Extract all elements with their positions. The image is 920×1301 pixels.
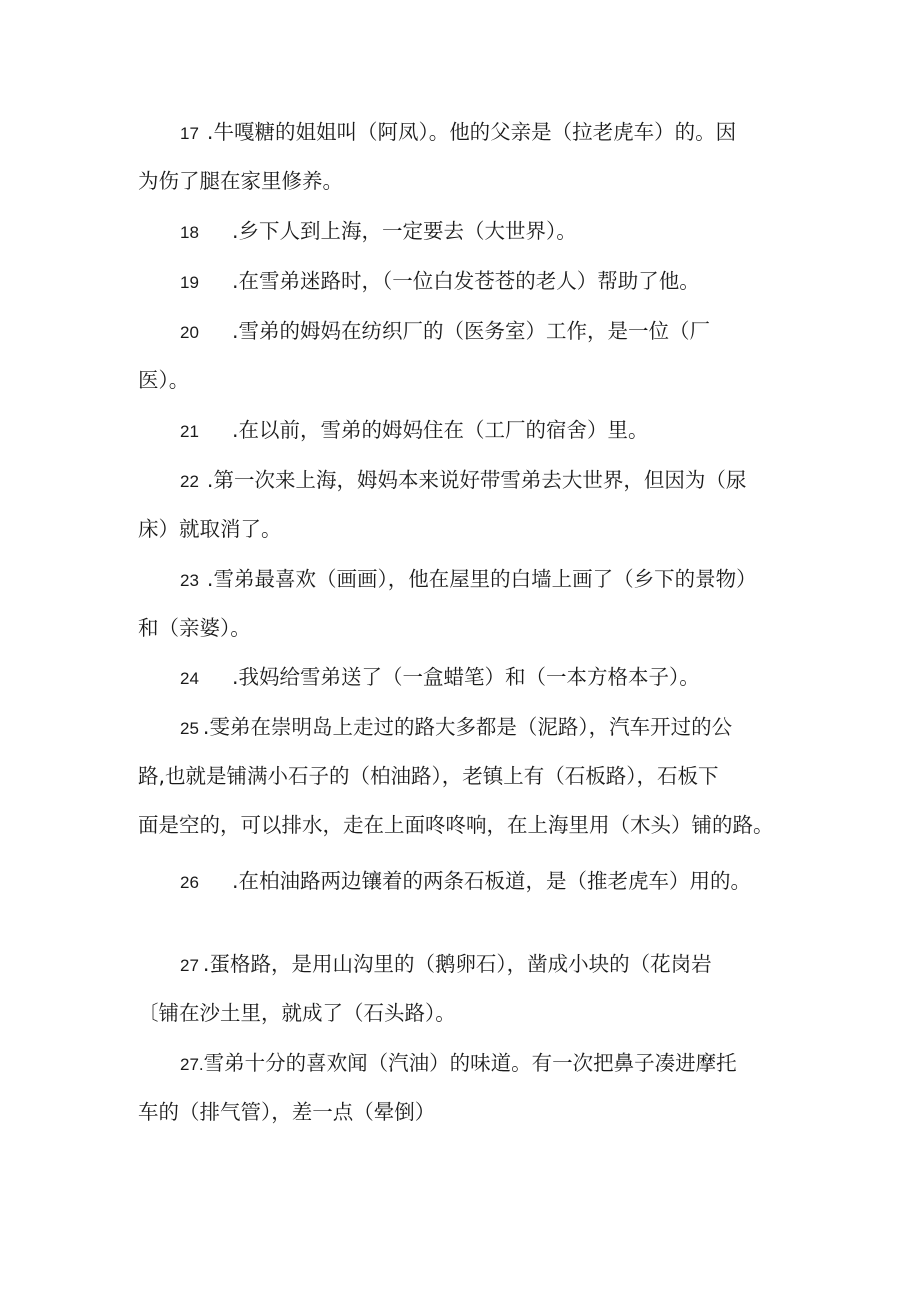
item-text: .在以前，雪弟的姆妈住在（工厂的宿舍）里。 <box>232 418 649 442</box>
list-item <box>138 653 788 702</box>
item-text: 〔铺在沙土里，就成了（石头路）。 <box>138 1001 456 1025</box>
item-number: 21 <box>180 422 199 441</box>
item-number: 20 <box>180 323 199 342</box>
item-text: .在雪弟迷路时，（一位白发苍苍的老人）帮助了他。 <box>232 269 700 293</box>
list-item <box>138 555 788 653</box>
item-text: .第一次来上海，姆妈本来说好带雪弟去大世界，但因为（尿 <box>206 468 747 492</box>
item-text: .雯弟在崇明岛上走过的路大多都是（泥路），汽车开过的公 <box>202 715 733 739</box>
list-item <box>138 940 788 1038</box>
item-number: 23 <box>180 571 199 590</box>
list-item <box>138 857 788 906</box>
item-text: 为伤了腿在家里修养。 <box>138 169 343 193</box>
item-number: 17 <box>180 124 199 143</box>
item-number: 22 <box>180 472 199 491</box>
list-item <box>138 703 788 850</box>
item-text: .蛋格路，是用山沟里的（鹅卵石），凿成小块的（花岗岩 <box>202 952 712 976</box>
list-item <box>138 108 788 206</box>
item-text: 面是空的，可以排水，走在上面咚咚响，在上海里用（木头）铺的路。 <box>138 813 774 837</box>
item-number: 25 <box>180 719 199 738</box>
item-text: .雪弟的姆妈在纺织厂的（医务室）工作，是一位（厂 <box>232 319 711 343</box>
item-text: 床）就取消了。 <box>138 517 282 541</box>
item-text: .我妈给雪弟送了（一盒蜡笔）和（一本方格本子）。 <box>232 665 700 689</box>
item-number: 27 <box>180 956 199 975</box>
item-number: 27. <box>180 1055 204 1074</box>
item-number: 19 <box>180 273 199 292</box>
item-text: .雪弟最喜欢（画画），他在屋里的白墙上画了（乡下的景物） <box>206 567 757 591</box>
item-text: 路,也就是铺满小石子的（柏油路），老镇上有（石板路），石板下 <box>138 764 719 788</box>
list-item <box>138 456 788 554</box>
item-text: 车的（排气管），差一点（晕倒） <box>138 1100 436 1124</box>
list-item <box>138 207 788 256</box>
item-text: .乡下人到上海，一定要去（大世界）。 <box>232 219 577 243</box>
list-item <box>138 406 788 455</box>
item-number: 24 <box>180 669 199 688</box>
item-text: .牛嘎糖的姐姐叫（阿凤）。他的父亲是（拉老虎车）的。因 <box>206 120 737 144</box>
list-item <box>138 1039 788 1137</box>
item-text: .在柏油路两边镶着的两条石板道，是（推老虎车）用的。 <box>232 869 752 893</box>
item-number: 26 <box>180 873 199 892</box>
item-text: 雪弟十分的喜欢闻（汽油）的味道。有一次把鼻子凑进摩托 <box>203 1051 737 1075</box>
list-item <box>138 257 788 306</box>
item-text: 医）。 <box>138 368 190 392</box>
list-item <box>138 307 788 405</box>
item-number: 18 <box>180 223 199 242</box>
item-text: 和（亲婆）。 <box>138 616 251 640</box>
